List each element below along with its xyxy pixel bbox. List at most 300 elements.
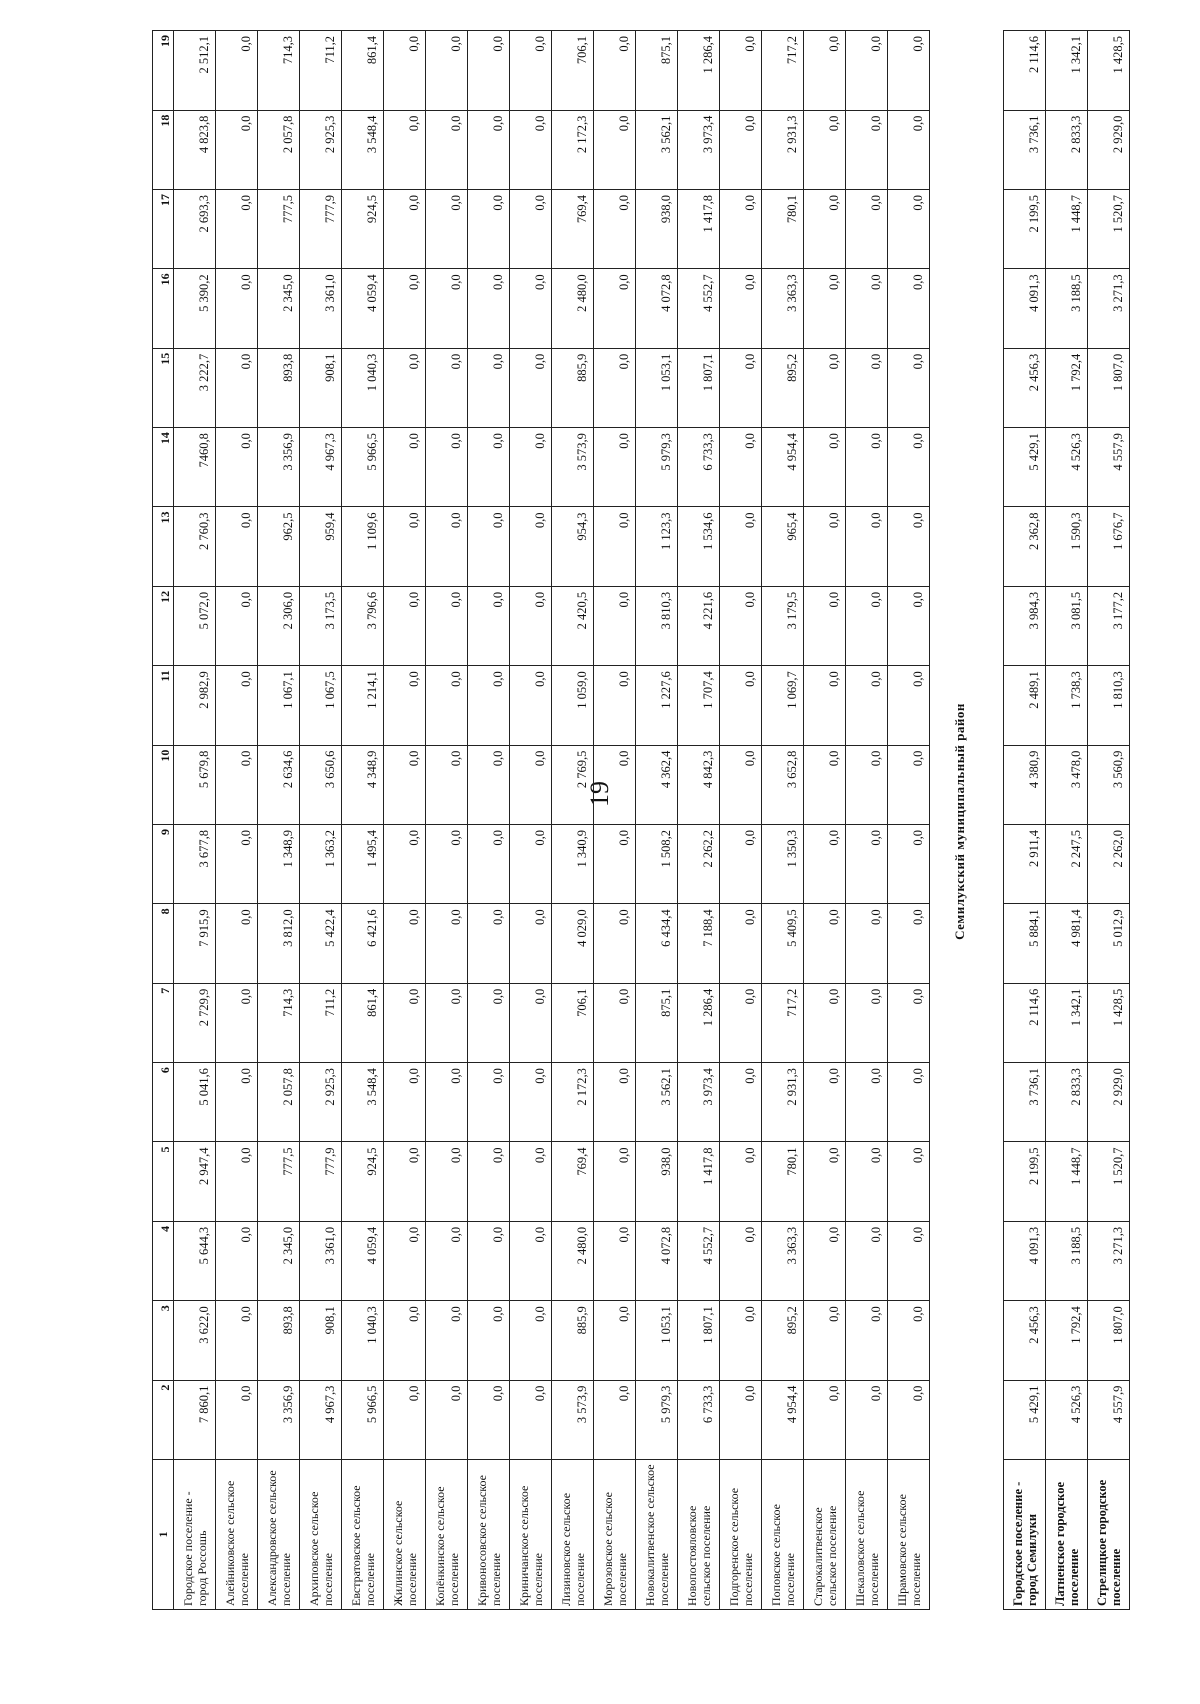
value-cell: 2 172,3: [552, 110, 594, 189]
value-cell: 5 966,5: [342, 1380, 384, 1459]
value-cell: 4 091,3: [1004, 1221, 1046, 1300]
value-cell: 3 652,8: [762, 745, 804, 824]
settlement-name: Городское поселение - город Россошь: [174, 1460, 216, 1610]
value-cell: 1 348,9: [258, 825, 300, 904]
value-cell: 780,1: [762, 1142, 804, 1221]
value-cell: 0,0: [888, 31, 930, 111]
column-number: 12: [153, 586, 174, 665]
column-number: 2: [153, 1380, 174, 1459]
value-cell: 4 362,4: [636, 745, 678, 824]
value-cell: 0,0: [384, 1380, 426, 1459]
value-cell: 4 348,9: [342, 745, 384, 824]
settlement-name: Алейниковское сельское поселение: [216, 1460, 258, 1610]
value-cell: 769,4: [552, 190, 594, 269]
value-cell: 714,3: [258, 983, 300, 1062]
value-cell: 1 448,7: [1046, 190, 1088, 269]
value-cell: 0,0: [846, 745, 888, 824]
value-cell: 1 448,7: [1046, 1142, 1088, 1221]
value-cell: 0,0: [468, 1221, 510, 1300]
value-cell: 0,0: [720, 1142, 762, 1221]
value-cell: 0,0: [426, 1221, 468, 1300]
table-row: [888, 31, 930, 1610]
value-cell: 908,1: [300, 348, 342, 427]
value-cell: 0,0: [216, 983, 258, 1062]
value-cell: 0,0: [426, 507, 468, 586]
value-cell: 2 833,3: [1046, 110, 1088, 189]
value-cell: 777,9: [300, 190, 342, 269]
settlement-name: Морозовское сельское поселение: [594, 1460, 636, 1610]
column-number: 5: [153, 1142, 174, 1221]
value-cell: 0,0: [384, 31, 426, 111]
value-cell: 1 059,0: [552, 666, 594, 745]
value-cell: 3 361,0: [300, 269, 342, 348]
value-cell: 3 562,1: [636, 110, 678, 189]
value-cell: 3 081,5: [1046, 586, 1088, 665]
value-cell: 5 429,1: [1004, 1380, 1046, 1459]
value-cell: 0,0: [510, 1063, 552, 1142]
value-cell: 4 842,3: [678, 745, 720, 824]
value-cell: 777,9: [300, 1142, 342, 1221]
value-cell: 0,0: [720, 745, 762, 824]
spacer-row: [993, 31, 1004, 1610]
table-row: [594, 31, 636, 1610]
value-cell: 0,0: [216, 825, 258, 904]
value-cell: 0,0: [426, 1380, 468, 1459]
value-cell: 3 810,3: [636, 586, 678, 665]
value-cell: 717,2: [762, 983, 804, 1062]
value-cell: 0,0: [846, 1380, 888, 1459]
value-cell: 0,0: [594, 983, 636, 1062]
value-cell: 893,8: [258, 348, 300, 427]
value-cell: 0,0: [846, 348, 888, 427]
value-cell: 3 188,5: [1046, 269, 1088, 348]
value-cell: 0,0: [804, 507, 846, 586]
value-cell: 0,0: [216, 1221, 258, 1300]
value-cell: 5 679,8: [174, 745, 216, 824]
column-number: 1: [153, 1460, 174, 1610]
value-cell: 0,0: [216, 507, 258, 586]
value-cell: 0,0: [426, 110, 468, 189]
value-cell: 0,0: [468, 190, 510, 269]
table-row: [300, 31, 342, 1610]
value-cell: 0,0: [846, 1221, 888, 1300]
value-cell: 3 173,5: [300, 586, 342, 665]
value-cell: 2 456,3: [1004, 1301, 1046, 1380]
value-cell: 0,0: [888, 269, 930, 348]
value-cell: 2 833,3: [1046, 1063, 1088, 1142]
value-cell: 0,0: [804, 983, 846, 1062]
value-cell: 0,0: [468, 1301, 510, 1380]
settlement-name: Жилинское сельское поселение: [384, 1460, 426, 1610]
value-cell: 0,0: [468, 269, 510, 348]
value-cell: 3 179,5: [762, 586, 804, 665]
value-cell: 0,0: [720, 904, 762, 983]
value-cell: 0,0: [846, 507, 888, 586]
settlement-name: Криничанское сельское поселение: [510, 1460, 552, 1610]
value-cell: 3 622,0: [174, 1301, 216, 1380]
value-cell: 0,0: [888, 904, 930, 983]
table-row: [384, 31, 426, 1610]
value-cell: 0,0: [384, 745, 426, 824]
value-cell: 0,0: [426, 1301, 468, 1380]
value-cell: 895,2: [762, 348, 804, 427]
value-cell: 0,0: [384, 1063, 426, 1142]
table-row: [678, 31, 720, 1610]
table-row: [174, 31, 216, 1610]
value-cell: 5 072,0: [174, 586, 216, 665]
value-cell: 0,0: [846, 269, 888, 348]
value-cell: 0,0: [384, 1142, 426, 1221]
value-cell: 0,0: [720, 110, 762, 189]
value-cell: 0,0: [594, 31, 636, 111]
value-cell: 0,0: [216, 269, 258, 348]
value-cell: 6 421,6: [342, 904, 384, 983]
value-cell: 0,0: [594, 507, 636, 586]
value-cell: 2 982,9: [174, 666, 216, 745]
value-cell: 4 552,7: [678, 269, 720, 348]
value-cell: 1 040,3: [342, 348, 384, 427]
section-title: Семилукский муниципальный район: [952, 703, 967, 940]
value-cell: 908,1: [300, 1301, 342, 1380]
value-cell: 3 736,1: [1004, 110, 1046, 189]
value-cell: 0,0: [468, 507, 510, 586]
column-number: 11: [153, 666, 174, 745]
value-cell: 0,0: [888, 110, 930, 189]
value-cell: 938,0: [636, 190, 678, 269]
value-cell: 2 929,0: [1088, 110, 1130, 189]
value-cell: 0,0: [510, 666, 552, 745]
value-cell: 0,0: [846, 586, 888, 665]
value-cell: 1 417,8: [678, 190, 720, 269]
value-cell: 1 676,7: [1088, 507, 1130, 586]
value-cell: 2 911,4: [1004, 825, 1046, 904]
value-cell: 875,1: [636, 31, 678, 111]
value-cell: 0,0: [594, 1221, 636, 1300]
value-cell: 2 172,3: [552, 1063, 594, 1142]
value-cell: 4 526,3: [1046, 428, 1088, 507]
value-cell: 0,0: [846, 1301, 888, 1380]
value-cell: 1 738,3: [1046, 666, 1088, 745]
value-cell: 0,0: [510, 586, 552, 665]
value-cell: 7 188,4: [678, 904, 720, 983]
value-cell: 3 796,6: [342, 586, 384, 665]
value-cell: 0,0: [804, 825, 846, 904]
value-cell: 0,0: [216, 190, 258, 269]
value-cell: 0,0: [594, 745, 636, 824]
value-cell: 0,0: [846, 1142, 888, 1221]
settlement-name: Лизиновское сельское поселение: [552, 1460, 594, 1610]
value-cell: 1 534,6: [678, 507, 720, 586]
value-cell: 895,2: [762, 1301, 804, 1380]
value-cell: 4 981,4: [1046, 904, 1088, 983]
column-number: 8: [153, 904, 174, 983]
value-cell: 1 053,1: [636, 348, 678, 427]
value-cell: 0,0: [216, 1063, 258, 1142]
column-number: 6: [153, 1063, 174, 1142]
table-row: [762, 31, 804, 1610]
column-number: 17: [153, 190, 174, 269]
value-cell: 0,0: [384, 269, 426, 348]
value-cell: 0,0: [510, 1380, 552, 1459]
value-cell: 4 059,4: [342, 269, 384, 348]
value-cell: 0,0: [594, 110, 636, 189]
table-row: [636, 31, 678, 1610]
value-cell: 0,0: [468, 745, 510, 824]
value-cell: 3 177,2: [1088, 586, 1130, 665]
value-cell: 4 823,8: [174, 110, 216, 189]
value-cell: 0,0: [216, 348, 258, 427]
value-cell: 0,0: [594, 1142, 636, 1221]
value-cell: 4 072,8: [636, 1221, 678, 1300]
value-cell: 3 363,3: [762, 1221, 804, 1300]
value-cell: 0,0: [594, 825, 636, 904]
value-cell: 0,0: [426, 1063, 468, 1142]
value-cell: 3 573,9: [552, 428, 594, 507]
value-cell: 0,0: [468, 666, 510, 745]
table-row: [258, 31, 300, 1610]
rotated-table-container: [152, 30, 1125, 1610]
value-cell: 2 729,9: [174, 983, 216, 1062]
column-number: 13: [153, 507, 174, 586]
table-row: [552, 31, 594, 1610]
value-cell: 2 199,5: [1004, 190, 1046, 269]
value-cell: 0,0: [804, 904, 846, 983]
value-cell: 0,0: [720, 666, 762, 745]
table-row: [720, 31, 762, 1610]
value-cell: 0,0: [804, 1063, 846, 1142]
value-cell: 0,0: [720, 428, 762, 507]
value-cell: 0,0: [804, 269, 846, 348]
value-cell: 0,0: [384, 428, 426, 507]
value-cell: 0,0: [468, 1063, 510, 1142]
value-cell: 1 590,3: [1046, 507, 1088, 586]
value-cell: 0,0: [468, 110, 510, 189]
value-cell: 2 345,0: [258, 269, 300, 348]
value-cell: 0,0: [720, 983, 762, 1062]
value-cell: 4 091,3: [1004, 269, 1046, 348]
settlement-name: Латненское городское поселение: [1046, 1460, 1088, 1610]
value-cell: 1 040,3: [342, 1301, 384, 1380]
value-cell: 0,0: [594, 428, 636, 507]
value-cell: 706,1: [552, 31, 594, 111]
value-cell: 1 417,8: [678, 1142, 720, 1221]
value-cell: 0,0: [888, 348, 930, 427]
value-cell: 6 733,3: [678, 428, 720, 507]
value-cell: 2 769,5: [552, 745, 594, 824]
value-cell: 0,0: [720, 190, 762, 269]
value-cell: 3 548,4: [342, 110, 384, 189]
value-cell: 0,0: [720, 1380, 762, 1459]
value-cell: 0,0: [846, 825, 888, 904]
value-cell: 0,0: [888, 586, 930, 665]
value-cell: 0,0: [720, 31, 762, 111]
value-cell: 0,0: [888, 1063, 930, 1142]
value-cell: 2 345,0: [258, 1221, 300, 1300]
table-row: [426, 31, 468, 1610]
value-cell: 0,0: [426, 428, 468, 507]
value-cell: 1 286,4: [678, 31, 720, 111]
value-cell: 4 557,9: [1088, 428, 1130, 507]
value-cell: 0,0: [384, 110, 426, 189]
settlement-name: Старокалитвенское сельское поселение: [804, 1460, 846, 1610]
value-cell: 1 428,5: [1088, 31, 1130, 111]
table-row: [1046, 31, 1088, 1610]
value-cell: 0,0: [720, 348, 762, 427]
value-cell: 1 342,1: [1046, 31, 1088, 111]
value-cell: 1 053,1: [636, 1301, 678, 1380]
settlement-name: Евстратовское сельское поселение: [342, 1460, 384, 1610]
value-cell: 3 736,1: [1004, 1063, 1046, 1142]
value-cell: 0,0: [384, 190, 426, 269]
value-cell: 0,0: [384, 825, 426, 904]
value-cell: 0,0: [804, 1142, 846, 1221]
value-cell: 0,0: [468, 825, 510, 904]
value-cell: 0,0: [510, 348, 552, 427]
settlement-name: Городское поселение - город Семилуки: [1004, 1460, 1046, 1610]
value-cell: 0,0: [888, 507, 930, 586]
value-cell: 0,0: [888, 745, 930, 824]
value-cell: 0,0: [846, 983, 888, 1062]
value-cell: 1 792,4: [1046, 348, 1088, 427]
value-cell: 0,0: [594, 348, 636, 427]
value-cell: 893,8: [258, 1301, 300, 1380]
value-cell: 0,0: [594, 586, 636, 665]
value-cell: 5 041,6: [174, 1063, 216, 1142]
value-cell: 861,4: [342, 983, 384, 1062]
value-cell: 0,0: [510, 31, 552, 111]
value-cell: 0,0: [426, 666, 468, 745]
header-row: [153, 31, 174, 1610]
value-cell: 1 792,4: [1046, 1301, 1088, 1380]
value-cell: 0,0: [720, 1063, 762, 1142]
value-cell: 0,0: [216, 586, 258, 665]
value-cell: 777,5: [258, 1142, 300, 1221]
value-cell: 965,4: [762, 507, 804, 586]
value-cell: 2 114,6: [1004, 983, 1046, 1062]
value-cell: 1 495,4: [342, 825, 384, 904]
value-cell: 1 520,7: [1088, 1142, 1130, 1221]
value-cell: 717,2: [762, 31, 804, 111]
value-cell: 0,0: [510, 745, 552, 824]
value-cell: 0,0: [216, 745, 258, 824]
value-cell: 0,0: [846, 110, 888, 189]
value-cell: 0,0: [720, 507, 762, 586]
value-cell: 0,0: [384, 904, 426, 983]
settlement-name: Стрелицкое городское поселение: [1088, 1460, 1130, 1610]
value-cell: 3 478,0: [1046, 745, 1088, 824]
settlement-name: Новопостояловское сельское поселение: [678, 1460, 720, 1610]
value-cell: 5 979,3: [636, 1380, 678, 1459]
value-cell: 0,0: [216, 31, 258, 111]
value-cell: 5 422,4: [300, 904, 342, 983]
value-cell: 0,0: [720, 825, 762, 904]
value-cell: 2 489,1: [1004, 666, 1046, 745]
value-cell: 2 262,0: [1088, 825, 1130, 904]
value-cell: 959,4: [300, 507, 342, 586]
value-cell: 2 420,5: [552, 586, 594, 665]
value-cell: 0,0: [846, 31, 888, 111]
value-cell: 2 247,5: [1046, 825, 1088, 904]
value-cell: 769,4: [552, 1142, 594, 1221]
value-cell: 0,0: [804, 586, 846, 665]
value-cell: 1 807,1: [678, 348, 720, 427]
value-cell: 0,0: [846, 1063, 888, 1142]
settlement-name: Александровское сельское поселение: [258, 1460, 300, 1610]
value-cell: 4 072,8: [636, 269, 678, 348]
value-cell: 954,3: [552, 507, 594, 586]
value-cell: 5 644,3: [174, 1221, 216, 1300]
value-cell: 1 520,7: [1088, 190, 1130, 269]
value-cell: 0,0: [594, 1301, 636, 1380]
value-cell: 3 984,3: [1004, 586, 1046, 665]
column-number: 10: [153, 745, 174, 824]
value-cell: 0,0: [426, 825, 468, 904]
value-cell: 5 884,1: [1004, 904, 1046, 983]
value-cell: 0,0: [468, 348, 510, 427]
value-cell: 1 363,2: [300, 825, 342, 904]
value-cell: 5 966,5: [342, 428, 384, 507]
value-cell: 4 967,3: [300, 1380, 342, 1459]
value-cell: 7 860,1: [174, 1380, 216, 1459]
value-cell: 0,0: [804, 110, 846, 189]
column-number: 14: [153, 428, 174, 507]
value-cell: 861,4: [342, 31, 384, 111]
value-cell: 7460,8: [174, 428, 216, 507]
value-cell: 1 067,1: [258, 666, 300, 745]
value-cell: 4 380,9: [1004, 745, 1046, 824]
value-cell: 0,0: [510, 428, 552, 507]
value-cell: 2 931,3: [762, 110, 804, 189]
value-cell: 0,0: [216, 428, 258, 507]
column-number: 3: [153, 1301, 174, 1380]
value-cell: 0,0: [888, 825, 930, 904]
value-cell: 4 221,6: [678, 586, 720, 665]
value-cell: 4 967,3: [300, 428, 342, 507]
value-cell: 2 925,3: [300, 110, 342, 189]
value-cell: 2 262,2: [678, 825, 720, 904]
value-cell: 0,0: [468, 586, 510, 665]
value-cell: 1 707,4: [678, 666, 720, 745]
value-cell: 0,0: [468, 428, 510, 507]
value-cell: 5 390,2: [174, 269, 216, 348]
value-cell: 780,1: [762, 190, 804, 269]
value-cell: 3 562,1: [636, 1063, 678, 1142]
column-number: 19: [153, 31, 174, 111]
value-cell: 0,0: [846, 666, 888, 745]
value-cell: 2 480,0: [552, 1221, 594, 1300]
value-cell: 6 434,4: [636, 904, 678, 983]
value-cell: 0,0: [594, 904, 636, 983]
value-cell: 5 429,1: [1004, 428, 1046, 507]
data-table: [152, 30, 1130, 1610]
value-cell: 0,0: [804, 1301, 846, 1380]
value-cell: 0,0: [804, 1221, 846, 1300]
value-cell: 1 286,4: [678, 983, 720, 1062]
value-cell: 2 057,8: [258, 110, 300, 189]
value-cell: 2 931,3: [762, 1063, 804, 1142]
value-cell: 938,0: [636, 1142, 678, 1221]
value-cell: 1 807,0: [1088, 348, 1130, 427]
value-cell: 0,0: [594, 1063, 636, 1142]
value-cell: 0,0: [384, 983, 426, 1062]
settlement-name: Архиповское сельское поселение: [300, 1460, 342, 1610]
value-cell: 0,0: [216, 666, 258, 745]
value-cell: 1 807,1: [678, 1301, 720, 1380]
value-cell: 0,0: [804, 348, 846, 427]
value-cell: 0,0: [384, 666, 426, 745]
value-cell: 1 428,5: [1088, 983, 1130, 1062]
value-cell: 1 214,1: [342, 666, 384, 745]
